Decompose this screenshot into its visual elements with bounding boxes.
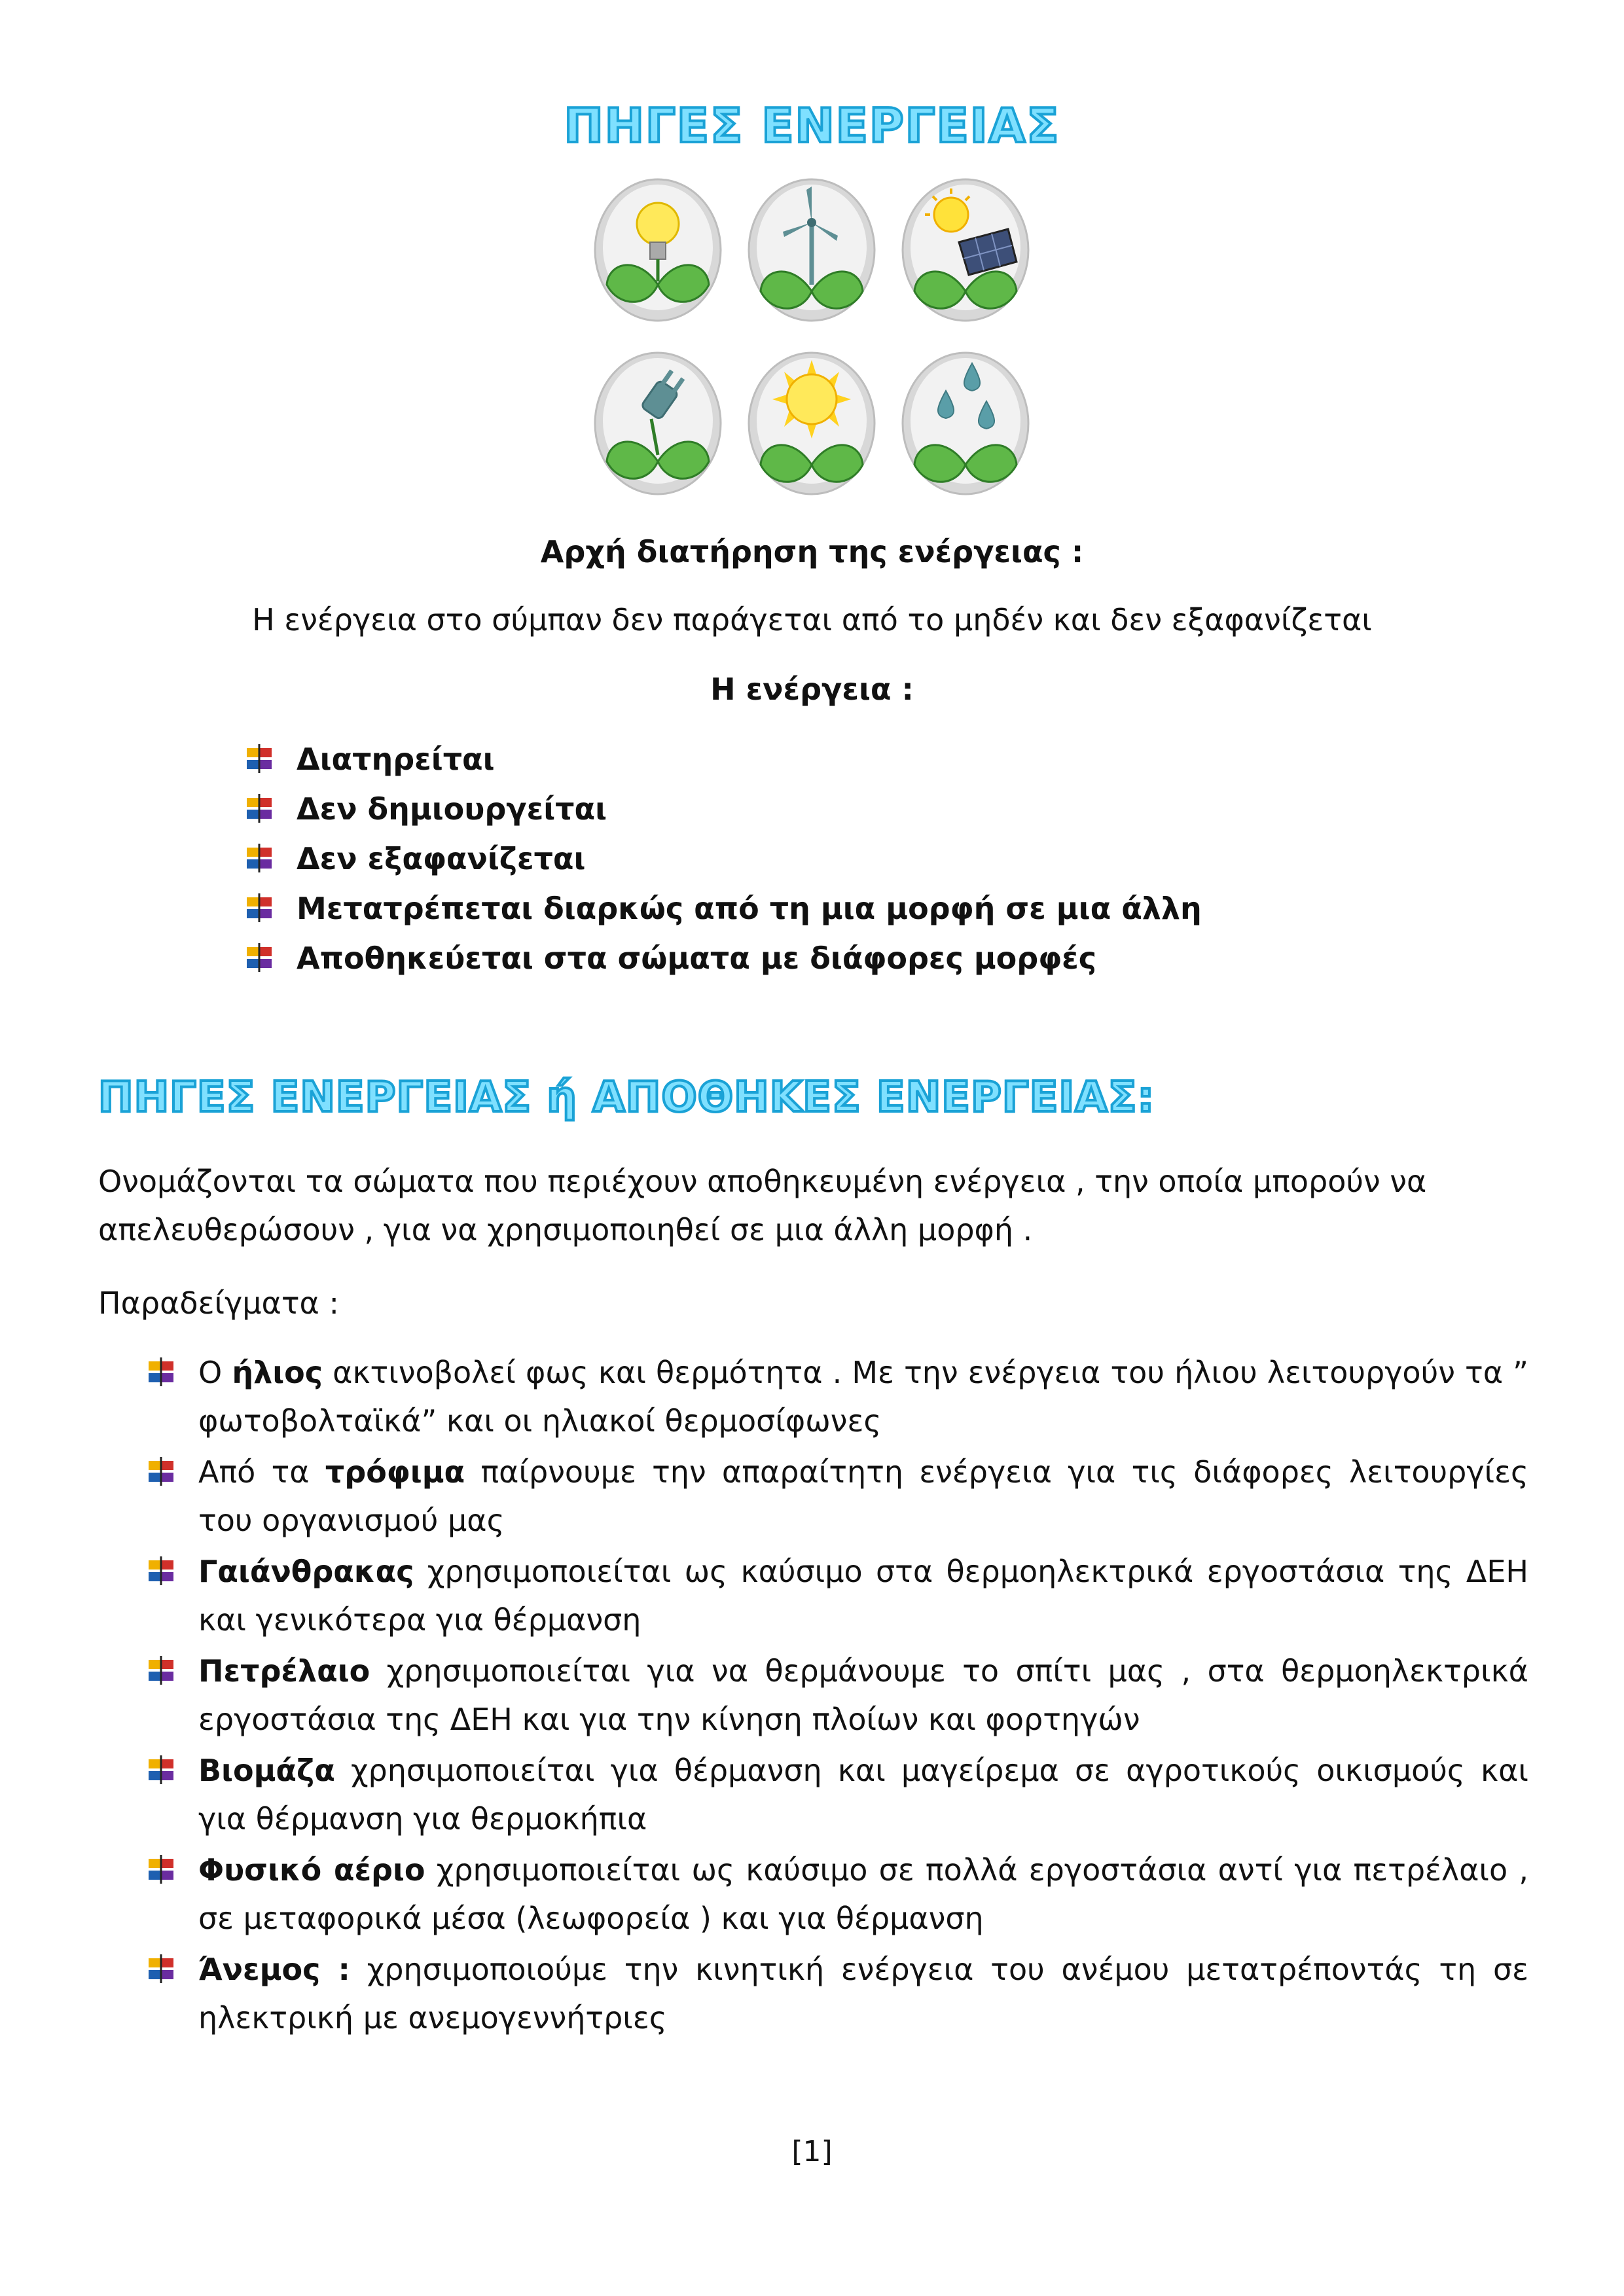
- list-item-text: Διατηρείται: [297, 742, 495, 777]
- list-item-text: Μετατρέπεται διαρκώς από τη μια μορφή σε μια άλλη: [297, 891, 1202, 926]
- example-text: [198, 1945, 1528, 2042]
- energy-label: Η ενέργεια :: [710, 672, 914, 707]
- bullet-icon: [147, 1457, 176, 1486]
- energy-icons-grid: [592, 177, 1038, 504]
- example-description: χρησιμοποιούμε την κινητική ενέργεια του ανέμου μετατρέποντάς τη σε ηλεκτρική με ανεμογεννήτριες: [198, 1952, 1528, 2036]
- examples-list: [147, 1348, 1528, 2045]
- wind-turbine-leaf-icon: [746, 177, 877, 327]
- example-description: χρησιμοποιείται ως καύσιμο στα θερμοηλεκτρικά εργοστάσια της ΔΕΗ και γενικότερα για θέρμανση: [198, 1554, 1528, 1638]
- example-description: χρησιμοποιείται για να θερμάνουμε το σπίτι μας , στα θερμοηλεκτρικά εργοστάσια της ΔΕΗ και για την κίνηση πλοίων και φορτηγών: [198, 1653, 1528, 1737]
- example-text: [198, 1846, 1528, 1943]
- bullet-icon: [147, 1656, 176, 1685]
- conservation-statement: Η ενέργεια στο σύμπαν δεν παράγεται από το μηδέν και δεν εξαφανίζεται: [252, 602, 1372, 637]
- example-description: ακτινοβολεί φως και θερμότητα . Με την ενέργεια του ήλιου λειτουργούν τα ” φωτοβολταϊκά” και οι ηλιακοί θερμοσίφωνες: [198, 1355, 1528, 1439]
- example-item: [147, 1448, 1528, 1545]
- example-item: [147, 1547, 1528, 1644]
- bullet-icon: [147, 1357, 176, 1386]
- bullet-icon: [147, 1556, 176, 1585]
- example-text: [198, 1448, 1528, 1545]
- example-item: [147, 1746, 1528, 1843]
- bullet-icon: [245, 794, 274, 823]
- sun-leaf-icon: [746, 350, 877, 501]
- list-item-text: Δεν εξαφανίζεται: [297, 841, 586, 876]
- definition-line: απελευθερώσουν , για να χρησιμοποιηθεί σε μια άλλη μορφή .: [98, 1212, 1033, 1247]
- example-term: ήλιος: [232, 1355, 323, 1390]
- example-term: Βιομάζα: [198, 1753, 335, 1788]
- bullet-icon: [245, 943, 274, 972]
- definition-line: Ονομάζονται τα σώματα που περιέχουν αποθηκευμένη ενέργεια , την οποία μπορούν να: [98, 1164, 1427, 1199]
- example-term: Φυσικό αέριο: [198, 1852, 425, 1888]
- example-text: [198, 1647, 1528, 1744]
- example-description: παίρνουμε την απαραίτητη ενέργεια για τις διάφορες λειτουργίες του οργανισμού μας: [198, 1454, 1528, 1538]
- example-prefix: Ο: [198, 1355, 232, 1390]
- solar-panel-leaf-icon: [900, 177, 1031, 327]
- list-item: [245, 786, 1424, 836]
- conservation-heading: Αρχή διατήρηση της ενέργειας :: [540, 534, 1084, 569]
- example-text: [198, 1348, 1528, 1445]
- bullet-icon: [245, 893, 274, 922]
- bullet-icon: [147, 1954, 176, 1983]
- example-term: Άνεμος :: [198, 1952, 350, 1987]
- example-prefix: Από τα: [198, 1454, 325, 1490]
- lightbulb-leaf-icon: [592, 177, 723, 327]
- example-item: [147, 1348, 1528, 1445]
- plug-leaf-icon: [592, 350, 723, 501]
- water-drops-leaf-icon: [900, 350, 1031, 501]
- bullet-icon: [245, 744, 274, 773]
- example-term: Γαιάνθρακας: [198, 1554, 414, 1589]
- example-term: τρόφιμα: [325, 1454, 465, 1490]
- list-item: [245, 886, 1424, 935]
- list-item: [245, 836, 1424, 886]
- bullet-icon: [147, 1755, 176, 1784]
- bullet-icon: [245, 844, 274, 872]
- list-item: [245, 935, 1424, 985]
- example-term: Πετρέλαιο: [198, 1653, 370, 1689]
- example-description: χρησιμοποιείται για θέρμανση και μαγείρεμα σε αγροτικούς οικισμούς και για θέρμανση για θερμοκήπια: [198, 1753, 1528, 1837]
- page-title: ΠΗΓΕΣ ΕΝΕΡΓΕΙΑΣ: [564, 98, 1060, 153]
- list-item-text: Δεν δημιουργείται: [297, 791, 607, 827]
- bullet-icon: [147, 1855, 176, 1884]
- example-description: χρησιμοποιείται ως καύσιμο σε πολλά εργοστάσια αντί για πετρέλαιο , σε μεταφορικά μέσα (λεωφορεία ) και για θέρμανση: [198, 1852, 1528, 1936]
- definition-paragraph: [98, 1157, 1525, 1254]
- example-item: [147, 1647, 1528, 1744]
- example-item: [147, 1846, 1528, 1943]
- example-text: [198, 1547, 1528, 1644]
- page-number: [1]: [791, 2135, 833, 2168]
- list-item: [245, 736, 1424, 786]
- example-item: [147, 1945, 1528, 2042]
- examples-label: Παραδείγματα :: [98, 1285, 339, 1321]
- energy-properties-list: [245, 736, 1424, 985]
- section-heading: ΠΗΓΕΣ ΕΝΕΡΓΕΙΑΣ ή ΑΠΟΘΗΚΕΣ ΕΝΕΡΓΕΙΑΣ:: [98, 1073, 1155, 1122]
- list-item-text: Αποθηκεύεται στα σώματα με διάφορες μορφές: [297, 941, 1097, 976]
- example-text: [198, 1746, 1528, 1843]
